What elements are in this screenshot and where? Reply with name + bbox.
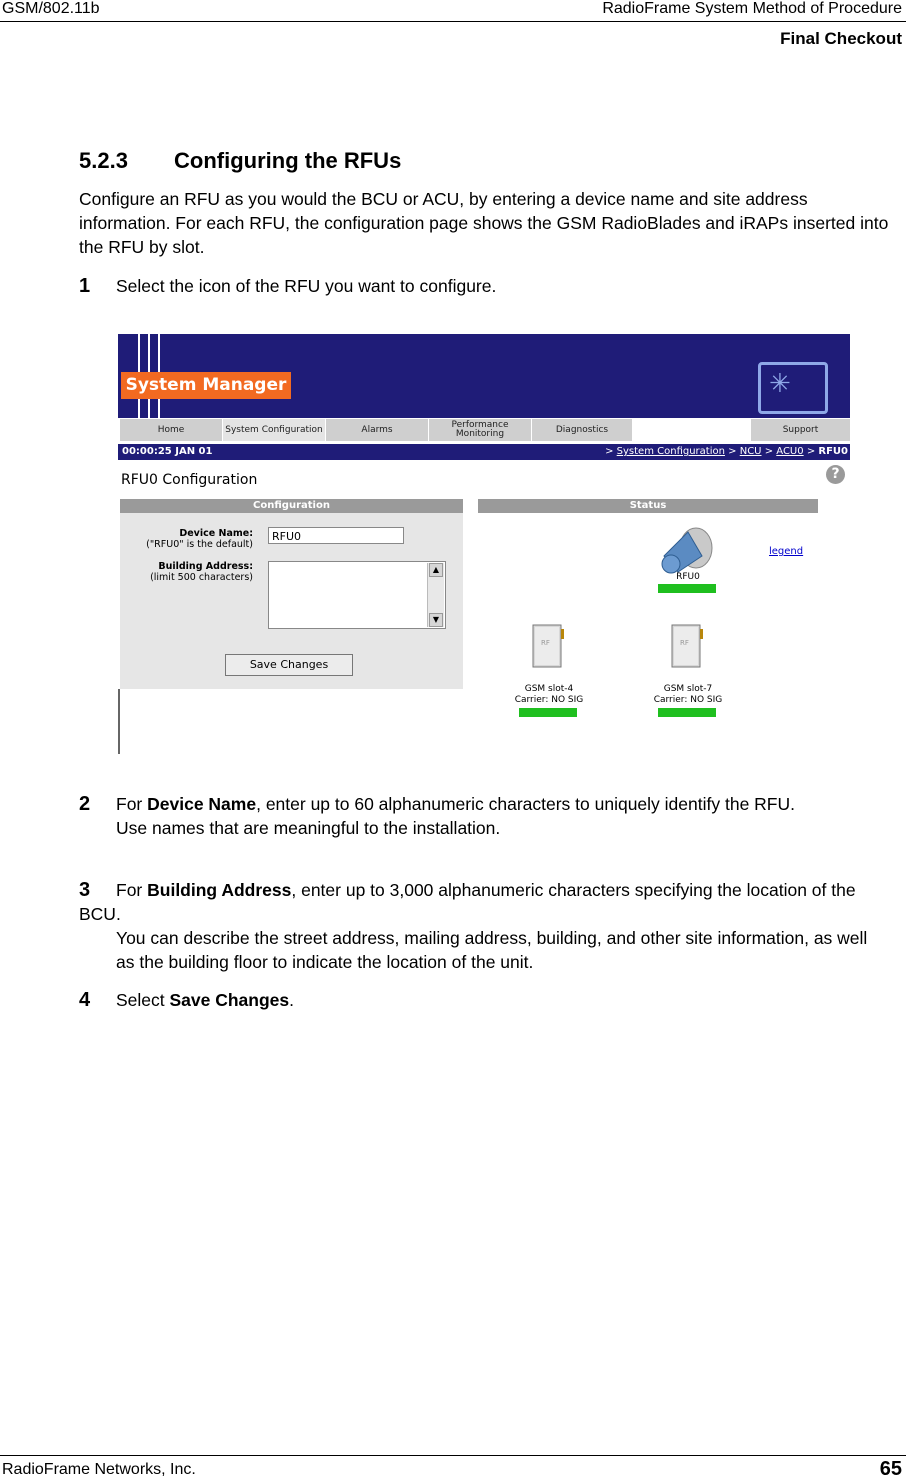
header-section: Final Checkout: [780, 29, 902, 48]
building-address-label: [150, 561, 253, 583]
nav-tab-support[interactable]: Support: [751, 419, 850, 441]
building-address-label-text: Building Address:: [158, 561, 253, 572]
scroll-edge: [118, 689, 120, 754]
step-number: 1: [79, 275, 91, 297]
blade-slot-text: GSM slot-4: [524, 684, 574, 694]
blade-slot-text: GSM slot-7: [663, 684, 713, 694]
step-text: [116, 794, 795, 814]
step-number: 4: [79, 989, 91, 1011]
step-text-post: , enter up to 3,000 alphanumeric characters specifying the location of the BCU.: [79, 880, 856, 924]
breadcrumb-separator: >: [764, 446, 774, 457]
breadcrumb-system-configuration[interactable]: System Configuration: [616, 446, 725, 457]
radioblade-icon[interactable]: [531, 619, 565, 669]
step-1: [79, 274, 879, 298]
step-number: 2: [79, 793, 91, 815]
page-title: RFU0 Configuration: [121, 472, 258, 488]
section-number: 5.2.3: [79, 148, 128, 173]
blade-status-indicator: [658, 708, 716, 717]
blade-label-slot-4: [498, 684, 600, 706]
breadcrumb-separator: >: [728, 446, 737, 457]
step-text-post: .: [289, 990, 295, 1010]
blade-carrier-text: Carrier: NO SIG: [514, 695, 584, 705]
nav-tab-performance-monitoring[interactable]: Performance Monitoring: [429, 419, 532, 441]
footer-rule: [0, 1455, 906, 1456]
header-rule: [0, 21, 906, 22]
breadcrumb-current: RFU0: [818, 446, 848, 457]
status-bar: [118, 444, 850, 460]
section-title: Configuring the RFUs: [174, 148, 402, 173]
rfu-label: RFU0: [676, 572, 700, 582]
building-address-textarea[interactable]: [268, 561, 446, 629]
step-3: [79, 878, 879, 974]
radioframe-logo-icon: ✳: [758, 362, 828, 414]
nav-tab-diagnostics[interactable]: Diagnostics: [532, 419, 633, 441]
rfu-device-icon[interactable]: [658, 526, 714, 574]
step-text-post: , enter up to 60 alphanumeric characters to uniquely identify the RFU.: [256, 794, 795, 814]
building-address-hint: (limit 500 characters): [150, 572, 253, 583]
svg-text:RF: RF: [541, 639, 550, 647]
clock: 00:00:25 JAN 01: [122, 446, 213, 457]
scroll-up-icon[interactable]: ▲: [429, 563, 443, 577]
legend-link[interactable]: legend: [769, 546, 804, 557]
step-text: [116, 990, 294, 1010]
step-number: 3: [79, 879, 91, 901]
breadcrumb-separator: >: [806, 446, 816, 457]
header-doc-id: GSM/802.11b: [2, 0, 100, 17]
svg-text:RF: RF: [680, 639, 689, 647]
step-4: [79, 988, 879, 1012]
step-2: [79, 792, 879, 840]
step-text-bold: Save Changes: [169, 990, 290, 1010]
app-logo: System Manager: [121, 372, 291, 399]
configuration-panel: [120, 499, 463, 689]
breadcrumb-acu0[interactable]: ACU0: [776, 446, 804, 457]
footer-company: RadioFrame Networks, Inc.: [2, 1461, 196, 1478]
section-heading: [79, 148, 401, 174]
breadcrumb-ncu[interactable]: NCU: [739, 446, 762, 457]
save-changes-button[interactable]: Save Changes: [225, 654, 353, 676]
system-manager-screenshot: [118, 334, 850, 754]
device-name-label: [146, 528, 253, 550]
step-text-pre: For: [116, 794, 148, 814]
configuration-heading: Configuration: [120, 499, 463, 513]
step-note: You can describe the street address, mailing address, building, and other site information, as well as the building floor to indicate the location of the unit.: [116, 928, 868, 972]
breadcrumb-separator: >: [605, 446, 614, 457]
breadcrumb: [605, 444, 848, 460]
device-name-input[interactable]: RFU0: [268, 527, 404, 544]
step-note: Use names that are meaningful to the installation.: [116, 818, 501, 838]
page-number: 65: [879, 1458, 902, 1480]
nav-tab-home[interactable]: Home: [120, 419, 223, 441]
blade-label-slot-7: [637, 684, 739, 706]
scroll-down-icon[interactable]: ▼: [429, 613, 443, 627]
blade-status-indicator: [519, 708, 577, 717]
textarea-scrollbar[interactable]: [427, 563, 444, 627]
step-text-pre: Select: [116, 990, 170, 1010]
step-text: Select the icon of the RFU you want to configure.: [116, 276, 497, 296]
step-text: [79, 880, 856, 924]
status-heading: Status: [478, 499, 818, 513]
rfu-status-indicator: [658, 584, 716, 593]
help-icon[interactable]: ?: [826, 465, 845, 484]
nav-tab-system-configuration[interactable]: System Configuration: [223, 419, 326, 441]
radioblade-icon[interactable]: [670, 619, 704, 669]
step-text-bold: Device Name: [147, 794, 257, 814]
device-name-hint: ("RFU0" is the default): [146, 539, 253, 550]
blade-carrier-text: Carrier: NO SIG: [653, 695, 723, 705]
nav-tab-alarms[interactable]: Alarms: [326, 419, 429, 441]
header-doc-title: RadioFrame System Method of Procedure: [602, 0, 902, 17]
step-text-pre: For: [116, 880, 148, 900]
section-intro: Configure an RFU as you would the BCU or ACU, by entering a device name and site address information. For each RFU, the configuration page shows the GSM RadioBlades and iRAPs inserted into the RFU by slot.: [79, 189, 889, 257]
device-name-label-text: Device Name:: [179, 528, 253, 539]
app-banner: [118, 334, 850, 418]
step-text-bold: Building Address: [147, 880, 292, 900]
